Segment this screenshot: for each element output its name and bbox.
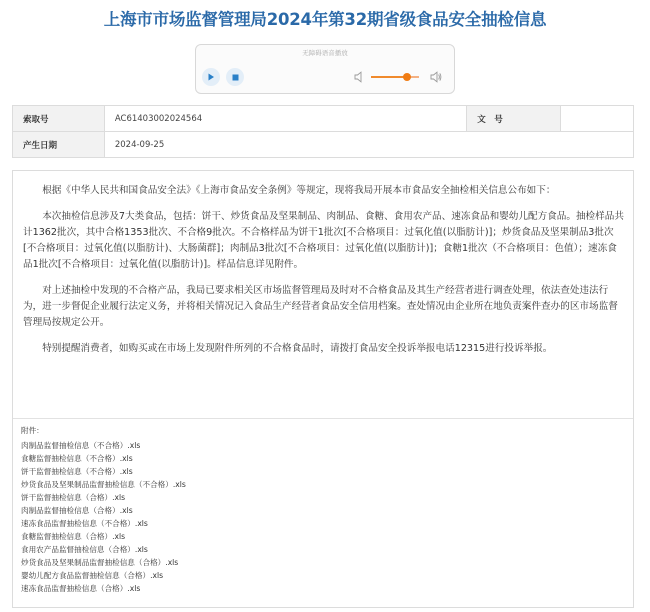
attachment-link[interactable]: 炒货食品及坚果制品监督抽检信息（合格）.xls xyxy=(21,558,179,567)
document-number-label: 文 号 xyxy=(467,106,561,132)
attachments-heading: 附件： xyxy=(21,426,44,435)
paragraph: 对上述抽检中发现的不合格产品，我局已要求相关区市场监督管理局及时对不合格食品及其生产经营者进行调查处理，依法查处违法行为，进一步督促企业履行法定义务，并将相关情况记入食品生产经营者食品安全信用档案。查处情况由企业所在地负责案件查办的区市场监督管理局按规定公开。 xyxy=(23,285,618,328)
player-status-text: 无障碍语音播放 xyxy=(302,49,348,57)
date-label: 产生日期 xyxy=(13,132,105,158)
volume-fill xyxy=(371,76,407,78)
attachment-link[interactable]: 速冻食品监督抽检信息（不合格）.xls xyxy=(21,519,148,528)
index-number-value: AC61403002024564 xyxy=(104,106,466,132)
article-content xyxy=(12,170,634,608)
attachment-link[interactable]: 肉制品监督抽检信息（不合格）.xls xyxy=(21,441,141,450)
play-icon xyxy=(207,73,215,81)
volume-low-icon[interactable] xyxy=(354,71,366,83)
attachments-section xyxy=(13,418,633,595)
attachment-link[interactable]: 饼干监督抽检信息（不合格）.xls xyxy=(21,467,133,476)
play-button[interactable] xyxy=(202,68,220,86)
stop-icon xyxy=(232,74,239,81)
page-title: 上海市市场监督管理局2024年第32期省级食品安全抽检信息 xyxy=(103,10,547,29)
meta-row-date xyxy=(13,132,634,158)
date-value: 2024-09-25 xyxy=(104,132,633,158)
volume-slider-handle[interactable] xyxy=(403,73,411,81)
attachment-link[interactable]: 速冻食品监督抽检信息（合格）.xls xyxy=(21,584,141,593)
volume-high-icon[interactable] xyxy=(430,71,442,83)
article-body xyxy=(23,183,625,367)
attachment-link[interactable]: 食用农产品监督抽检信息（合格）.xls xyxy=(21,545,148,554)
attachment-link[interactable]: 饼干监督抽检信息（合格）.xls xyxy=(21,493,126,502)
paragraph: 根据《中华人民共和国食品安全法》《上海市食品安全条例》等规定，现将我局开展本市食品安全抽检相关信息公布如下： xyxy=(42,185,556,196)
paragraph: 特别提醒消费者，如购买或在市场上发现附件所列的不合格食品时，请拨打食品安全投诉举报电话12315进行投诉举报。 xyxy=(42,343,553,354)
attachment-link[interactable]: 炒货食品及坚果制品监督抽检信息（不合格）.xls xyxy=(21,480,186,489)
stop-button[interactable] xyxy=(226,68,244,86)
index-number-label: 索取号 xyxy=(13,106,105,132)
attachment-link[interactable]: 食糖监督抽检信息（合格）.xls xyxy=(21,532,126,541)
audio-player xyxy=(195,44,455,94)
document-meta-table xyxy=(12,105,634,158)
attachment-link[interactable]: 食糖监督抽检信息（不合格）.xls xyxy=(21,454,133,463)
attachment-link[interactable]: 婴幼儿配方食品监督抽检信息（合格）.xls xyxy=(21,571,164,580)
attachment-link[interactable]: 肉制品监督抽检信息（合格）.xls xyxy=(21,506,133,515)
meta-row-index xyxy=(13,106,634,132)
paragraph: 本次抽检信息涉及7大类食品，包括：饼干、炒货食品及坚果制品、肉制品、食糖、食用农产品、速冻食品和婴幼儿配方食品。抽检样品共计1362批次，其中合格1353批次、不合格9批次。不合格样品为饼干1批次[不合格项目：过氧化值(以脂肪计)]；炒货食品及坚果制品3批次[不合格项目：过氧化值(以脂肪计)、大肠菌群]；肉制品3批次[不合格项目：过氧化值(以脂肪计)]；食糖1批次（不合格项目：色值）；速冻食品1批次[不合格项目：过氧化值(以脂肪计)]。样品信息详见附件。 xyxy=(23,211,624,270)
document-number-value xyxy=(561,106,634,132)
